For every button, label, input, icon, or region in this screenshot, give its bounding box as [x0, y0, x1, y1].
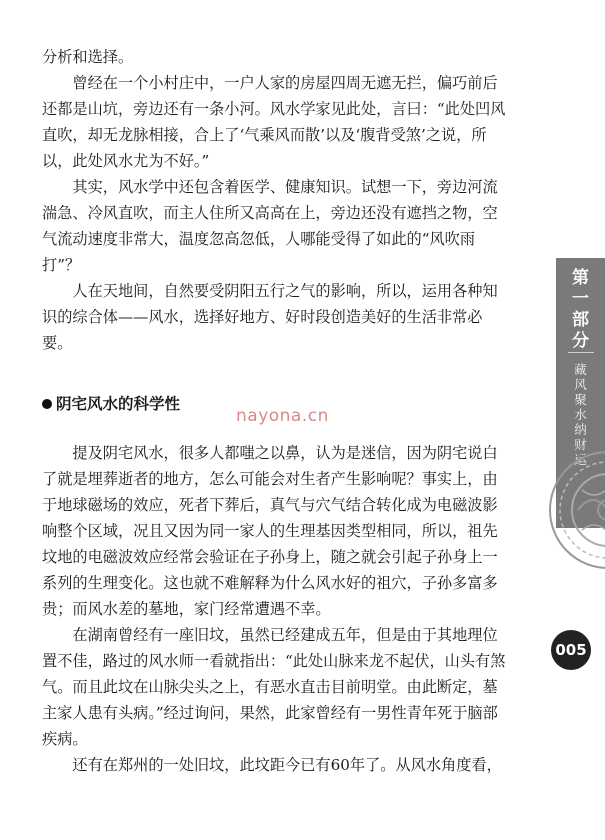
- chapter-part-label: [556, 268, 605, 352]
- paragraph-zhengzhou-story: 还有在郑州的一处旧坟，此坟距今已有60年了。从风水角度看，: [72, 756, 502, 774]
- paragraph-summary: 人在天地间，自然要受阴阳五行之气的影响，所以，运用各种知识的综合体——风水，选择好地方、好时段创造美好的生活非常必要。: [42, 282, 498, 352]
- section-heading: [42, 392, 180, 414]
- tab-divider: [568, 352, 594, 353]
- chapter-title-vertical: 藏 风 聚 水 纳 财 运: [574, 362, 587, 467]
- page-number: 005: [551, 630, 591, 670]
- body-text-top: [42, 44, 512, 356]
- paragraph-health: 其实，风水学中还包含着医学、健康知识。试想一下，旁边河流湍急、冷风直吹，而主人住所又高高在上，旁边还没有遮挡之物，空气流动速度非常大，温度忽高忽低，人哪能受得了如此的“风吹雨打”？: [42, 178, 498, 274]
- bullet-icon: [42, 399, 52, 409]
- section-heading-text: 阴宅风水的科学性: [56, 395, 181, 413]
- paragraph-continued: 分析和选择。: [42, 48, 134, 66]
- paragraph-village-story: 曾经在一个小村庄中，一户人家的房屋四周无遮无拦，偏巧前后还都是山坑，旁边还有一条小河。风水学家见此处，言曰：“此处凹风直吹，却无龙脉相接，合上了‘气乘风而散’以及‘腹背受煞’之说，所以，此处风水尤为不好。”: [42, 74, 506, 170]
- chapter-part-vertical: 第 一 部 分: [572, 268, 589, 351]
- paragraph-hunan-story: 在湖南曾经有一座旧坟，虽然已经建成五年，但是由于其地理位置不佳，路过的风水师一看就指出：“此处山脉来龙不起伏，山头有煞气。而且此坟在山脉尖头之上，有恶水直击目前明堂。由此断定，墓主家人患有头病。”经过询问，果然，此家曾经有一男性青年死于脑部疾病。: [42, 626, 506, 748]
- paragraph-yin-house: 提及阴宅风水，很多人都嗤之以鼻，认为是迷信，因为阴宅说白了就是埋葬逝者的地方，怎么可能会对生者产生影响呢？事实上，由于地球磁场的效应，死者下葬后，真气与穴气结合转化成为电磁波影响整个区域，况且又因为同一家人的生理基因类型相同，所以，祖先坟地的电磁波效应经常会验证在子孙身上，随之就会引起子孙身上一系列的生理变化。这也就不难解释为什么风水好的祖穴，子孙多富多贵；而风水差的墓地，家门经常遭遇不幸。: [42, 444, 498, 618]
- watermark: nayona.cn: [236, 406, 329, 426]
- decorative-ornament-icon: [538, 420, 605, 600]
- body-text-bottom: [42, 440, 512, 778]
